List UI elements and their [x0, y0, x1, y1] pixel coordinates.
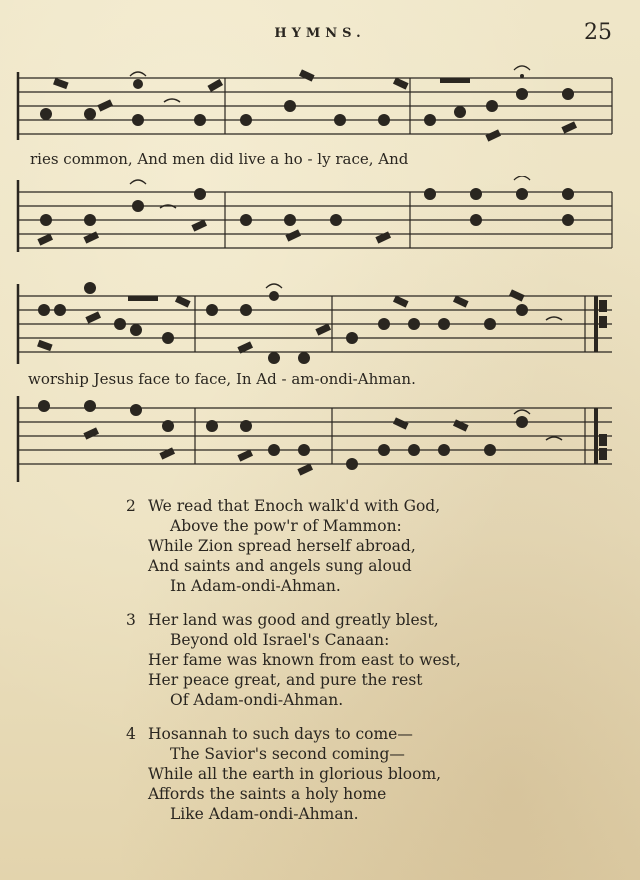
verse-number: 4 — [126, 725, 136, 743]
verse-line: Affords the saints a holy home — [148, 785, 387, 803]
verse-line: Like Adam-ondi-Ahman. — [170, 805, 359, 823]
running-header: HYMNS. — [274, 26, 366, 41]
verse-line: Of Adam-ondi-Ahman. — [170, 691, 344, 709]
lyrics-system1: ries common, And men did live a ho - ly race, And — [30, 150, 409, 168]
verse-line: While all the earth in glorious bloom, — [148, 765, 442, 783]
verse-line: While Zion spread herself abroad, — [148, 537, 416, 555]
verse-line: 3 Her land was good and greatly blest, — [126, 611, 439, 629]
verse-line: Beyond old Israel's Canaan: — [170, 631, 390, 649]
verse-number: 3 — [126, 611, 136, 629]
verse-line: And saints and angels sung aloud — [148, 557, 412, 575]
verse-line: Her peace great, and pure the rest — [148, 671, 423, 689]
verses — [126, 496, 546, 838]
verse-number: 2 — [126, 497, 136, 515]
staff-system1-lower — [0, 176, 640, 256]
lyrics-system2: worship Jesus face to face, In Ad - am-ondi-Ahman. — [28, 370, 416, 388]
verse-line: 2 We read that Enoch walk'd with God, — [126, 497, 441, 515]
verse-line: Above the pow'r of Mammon: — [170, 517, 402, 535]
page-number: 25 — [584, 20, 612, 45]
verse-line: In Adam-ondi-Ahman. — [170, 577, 341, 595]
verse-4 — [126, 724, 546, 824]
verse-line: The Savior's second coming— — [170, 745, 405, 763]
staff-system2-upper — [0, 280, 640, 376]
verse-line: Her fame was known from east to west, — [148, 651, 461, 669]
staff-system1-upper — [0, 62, 640, 142]
verse-2 — [126, 496, 546, 596]
staff-system2-lower — [0, 392, 640, 484]
verse-line: 4 Hosannah to such days to come— — [126, 725, 413, 743]
verse-3 — [126, 610, 546, 710]
